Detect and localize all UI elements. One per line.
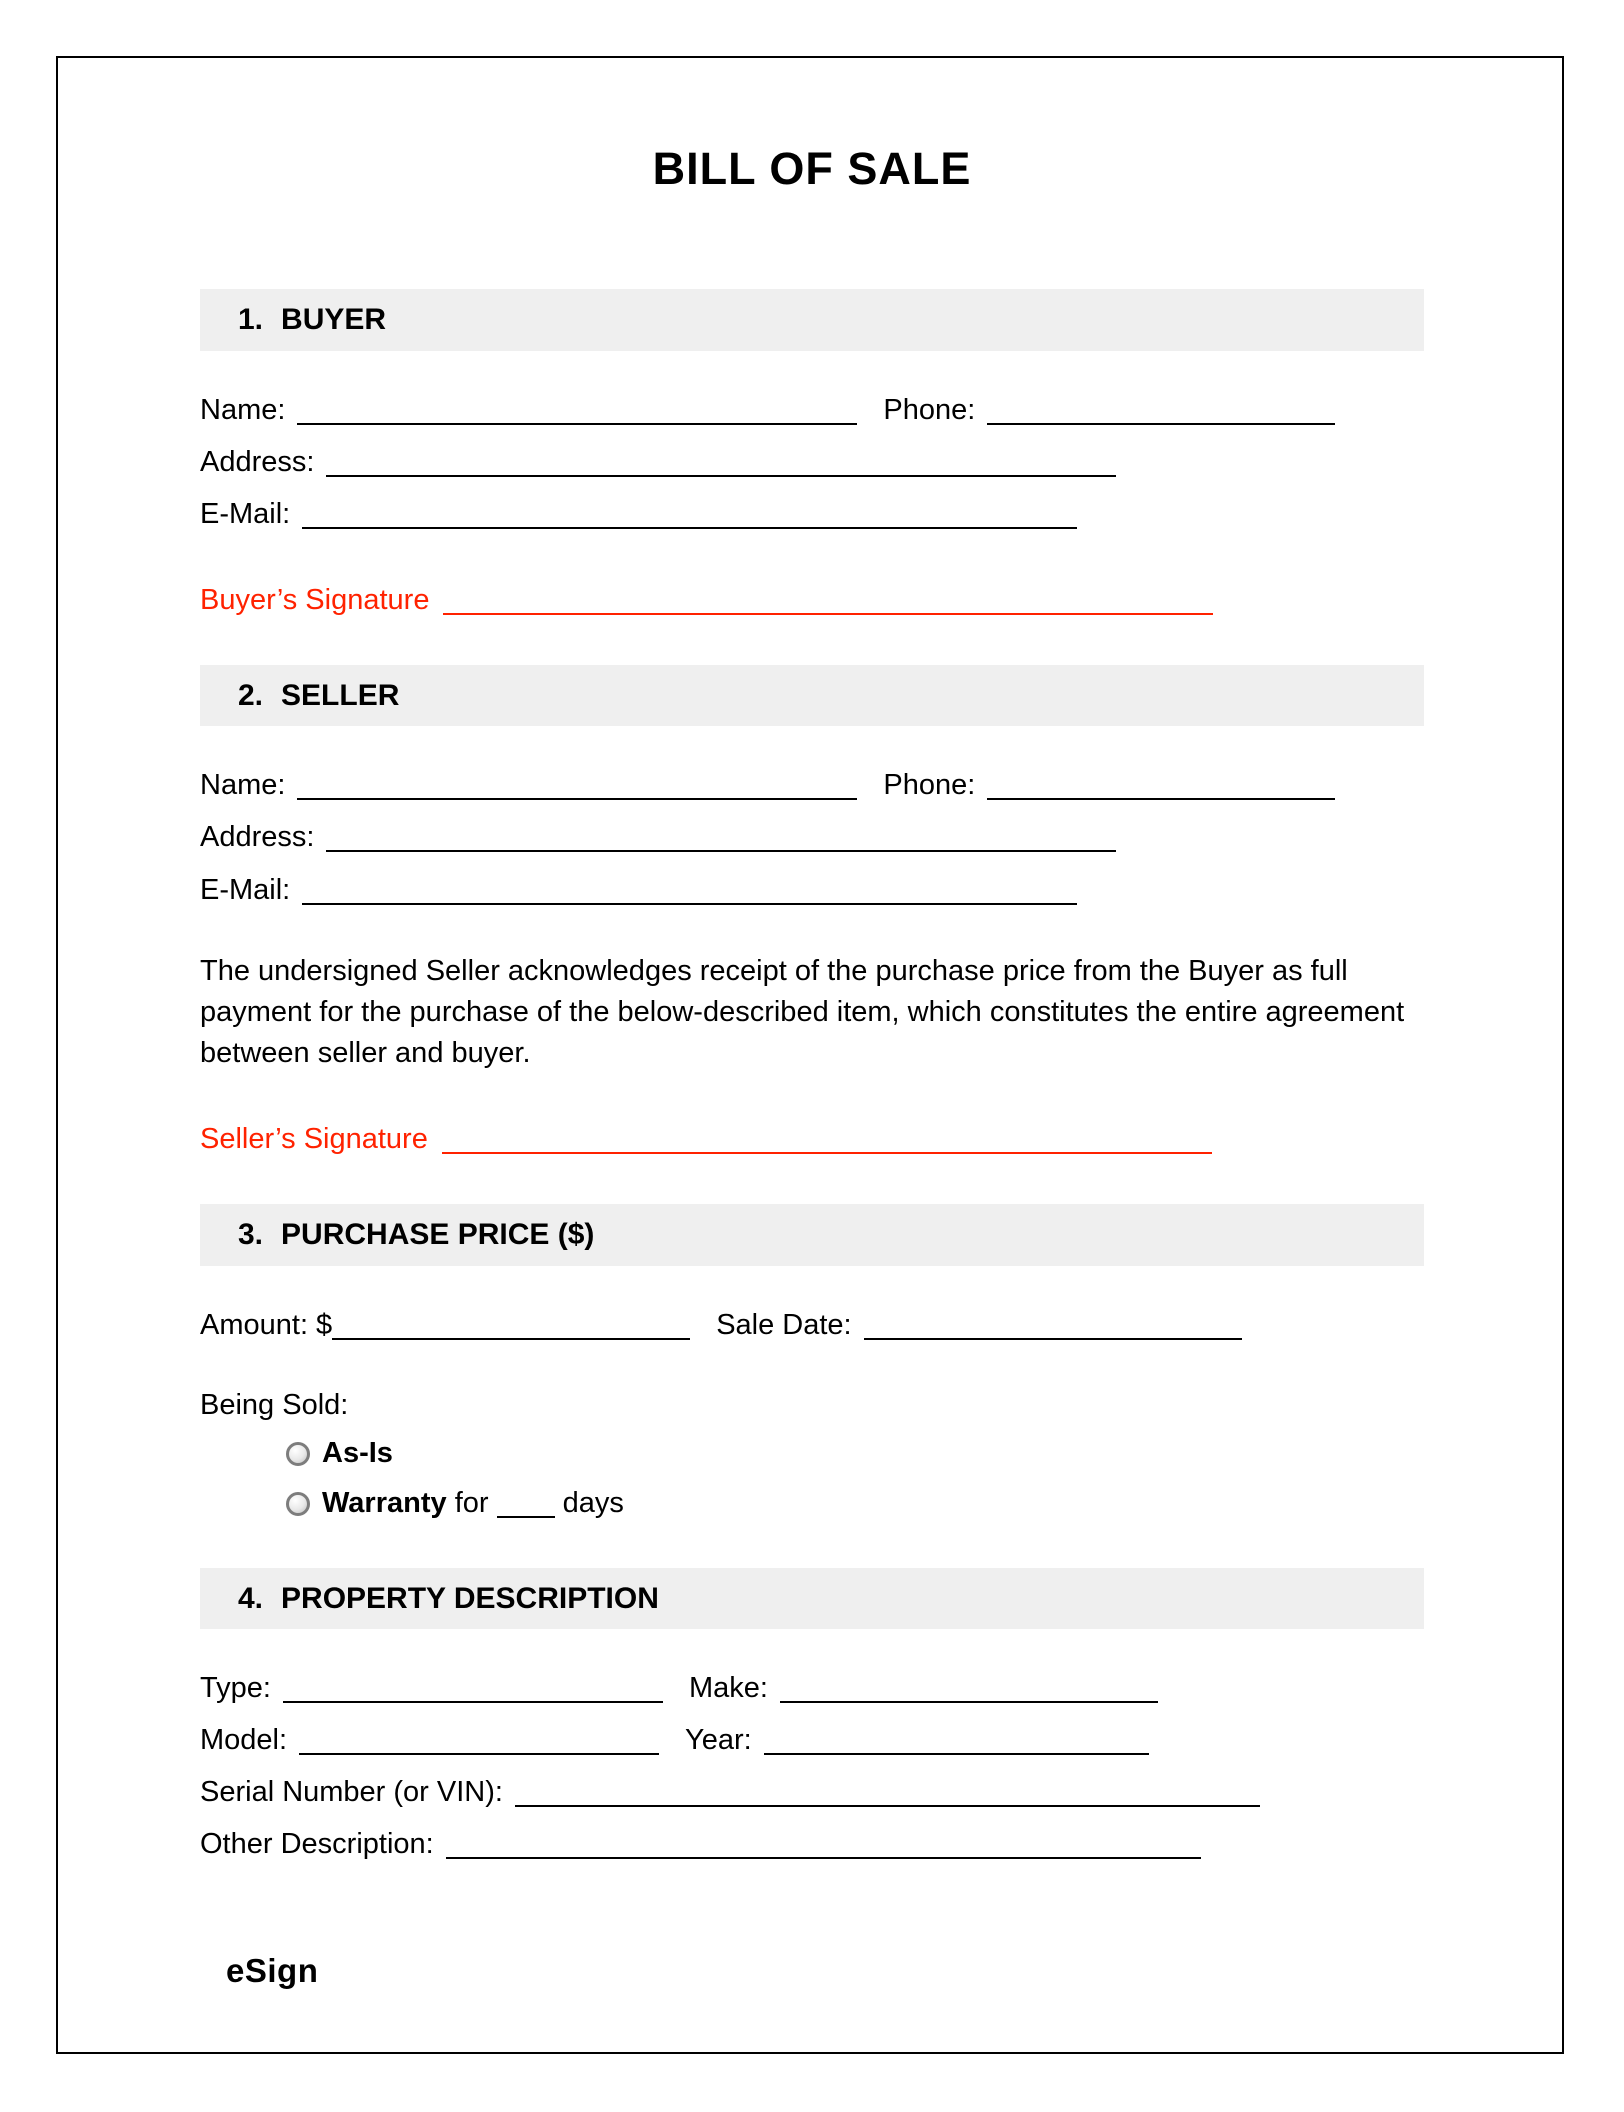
section-header-purchase-price bbox=[200, 1204, 1424, 1266]
buyer-phone-field[interactable] bbox=[987, 417, 1335, 425]
other-description-field[interactable] bbox=[446, 1851, 1201, 1859]
amount-label: Amount: $ bbox=[200, 1308, 333, 1341]
buyer-name-label: Name: bbox=[200, 393, 286, 426]
seller-address-row bbox=[200, 816, 1424, 858]
warranty-radio[interactable] bbox=[286, 1492, 310, 1516]
seller-acknowledgement-paragraph: The undersigned Seller acknowledges receipt of the purchase price from the Buyer as full payment for the purchase of the below-described item, which constitutes the entire agreement between seller and buyer. bbox=[200, 954, 1405, 1069]
buyer-phone-label: Phone: bbox=[883, 393, 976, 426]
other-description-label: Other Description: bbox=[200, 1828, 434, 1861]
buyer-email-row bbox=[200, 493, 1424, 535]
warranty-days-field[interactable] bbox=[497, 1510, 555, 1518]
document-title: BILL OF SALE bbox=[652, 143, 972, 194]
as-is-radio[interactable] bbox=[286, 1442, 310, 1466]
section-header-buyer bbox=[200, 289, 1424, 351]
seller-signature-field[interactable] bbox=[442, 1146, 1212, 1154]
warranty-days-text: days bbox=[562, 1486, 624, 1519]
year-label: Year: bbox=[685, 1724, 752, 1757]
buyer-name-phone-row bbox=[200, 389, 1424, 431]
seller-signature-row bbox=[200, 1118, 1424, 1160]
buyer-signature-row bbox=[200, 579, 1424, 621]
seller-phone-label: Phone: bbox=[883, 769, 976, 802]
esign-logo: eSign bbox=[226, 1952, 319, 1989]
year-field[interactable] bbox=[764, 1747, 1149, 1755]
section-header-property-description bbox=[200, 1568, 1424, 1630]
warranty-for-text: for bbox=[454, 1486, 489, 1519]
section-title: BUYER bbox=[281, 303, 387, 337]
buyer-address-field[interactable] bbox=[326, 469, 1116, 477]
buyer-name-field[interactable] bbox=[297, 417, 857, 425]
type-label: Type: bbox=[200, 1672, 271, 1705]
section-number: 1. bbox=[238, 303, 264, 337]
buyer-signature-field[interactable] bbox=[443, 607, 1213, 615]
type-field[interactable] bbox=[283, 1695, 663, 1703]
section-title: PROPERTY DESCRIPTION bbox=[281, 1581, 659, 1615]
form-content bbox=[200, 118, 1424, 1876]
amount-saledate-row bbox=[200, 1304, 1424, 1346]
serial-field[interactable] bbox=[515, 1799, 1260, 1807]
section-number: 3. bbox=[238, 1218, 264, 1252]
seller-name-phone-row bbox=[200, 764, 1424, 806]
buyer-address-row bbox=[200, 441, 1424, 483]
section-title: PURCHASE PRICE ($) bbox=[281, 1218, 595, 1252]
seller-email-row bbox=[200, 869, 1424, 911]
seller-email-label: E-Mail: bbox=[200, 873, 291, 906]
seller-email-field[interactable] bbox=[302, 897, 1077, 905]
amount-field[interactable] bbox=[332, 1332, 690, 1340]
buyer-signature-label: Buyer’s Signature bbox=[200, 583, 430, 616]
as-is-label: As-Is bbox=[322, 1436, 393, 1469]
buyer-email-label: E-Mail: bbox=[200, 497, 291, 530]
seller-phone-field[interactable] bbox=[987, 792, 1335, 800]
seller-address-field[interactable] bbox=[326, 844, 1116, 852]
other-description-row bbox=[200, 1823, 1424, 1865]
serial-label: Serial Number (or VIN): bbox=[200, 1776, 503, 1809]
serial-row bbox=[200, 1771, 1424, 1813]
seller-name-label: Name: bbox=[200, 769, 286, 802]
seller-address-label: Address: bbox=[200, 821, 315, 854]
seller-signature-label: Seller’s Signature bbox=[200, 1123, 428, 1156]
as-is-option-row bbox=[286, 1432, 1424, 1474]
section-title: SELLER bbox=[281, 678, 400, 712]
sale-date-field[interactable] bbox=[864, 1332, 1242, 1340]
model-year-row bbox=[200, 1719, 1424, 1761]
model-field[interactable] bbox=[299, 1747, 659, 1755]
buyer-address-label: Address: bbox=[200, 445, 315, 478]
type-make-row bbox=[200, 1667, 1424, 1709]
section-number: 2. bbox=[238, 678, 264, 712]
being-sold-label: Being Sold: bbox=[200, 1388, 349, 1421]
model-label: Model: bbox=[200, 1724, 288, 1757]
make-label: Make: bbox=[688, 1672, 768, 1705]
seller-name-field[interactable] bbox=[297, 792, 857, 800]
warranty-option-row bbox=[286, 1482, 1424, 1524]
buyer-email-field[interactable] bbox=[302, 521, 1077, 529]
section-header-seller bbox=[200, 665, 1424, 727]
section-number: 4. bbox=[238, 1581, 264, 1615]
warranty-label: Warranty bbox=[322, 1486, 447, 1519]
sale-date-label: Sale Date: bbox=[716, 1308, 852, 1341]
make-field[interactable] bbox=[780, 1695, 1158, 1703]
